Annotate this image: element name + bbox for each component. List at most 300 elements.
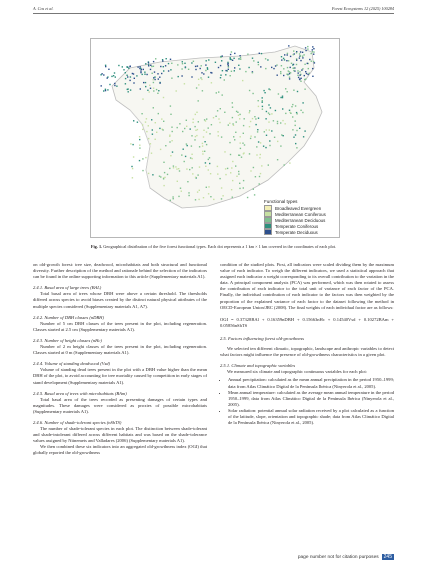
plot-dot: [265, 147, 266, 148]
plot-dot: [157, 73, 158, 74]
plot-dot: [183, 149, 184, 150]
plot-dot: [149, 85, 150, 86]
plot-dot: [252, 72, 253, 73]
plot-dot: [155, 122, 156, 123]
plot-dot: [277, 141, 278, 142]
plot-dot: [283, 75, 284, 76]
plot-dot: [282, 120, 283, 121]
plot-dot: [103, 90, 104, 91]
plot-dot: [217, 110, 218, 111]
plot-dot: [242, 80, 243, 81]
paragraph: Total basal area of trees whose DBH were above a certain threshold. The thresholds differed across species to avoid biases created by the distinct natural physical attributes of the multiple species considered (Supplementary materials A1, A7).: [33, 291, 207, 309]
subsection-heading: 2.4.6. Number of shade-tolerant species (nShTS): [33, 419, 122, 425]
plot-dot: [234, 139, 235, 140]
plot-dot: [186, 168, 187, 169]
plot-dot: [295, 120, 296, 121]
plot-dot: [221, 60, 222, 61]
plot-dot: [295, 125, 296, 126]
plot-dot: [312, 49, 313, 50]
plot-dot: [282, 108, 283, 109]
plot-dot: [312, 76, 313, 77]
plot-dot: [103, 74, 104, 75]
plot-dot: [198, 84, 199, 85]
plot-dot: [139, 160, 140, 161]
plot-dot: [269, 140, 270, 141]
plot-dot: [140, 68, 141, 69]
plot-dot: [170, 200, 171, 201]
plot-dot: [288, 45, 289, 46]
plot-dot: [133, 156, 134, 157]
plot-dot: [230, 59, 231, 60]
plot-dot: [190, 128, 191, 129]
plot-dot: [153, 88, 154, 89]
paragraph: Number of 5 cm DBH classes of the trees present in the plot, including regeneration. Classes started at 2.5 cm (Supplementary materials A1).: [33, 320, 207, 332]
plot-dot: [205, 70, 206, 71]
plot-dot: [168, 70, 169, 71]
caption-text: Geographical distribution of the five forest functional types. Each dot represents a 1 km × 1 km covered in the coordinates of each plot.: [103, 244, 337, 249]
plot-dot: [233, 58, 234, 59]
plot-dot: [295, 134, 296, 135]
plot-dot: [238, 171, 239, 172]
plot-dot: [170, 105, 171, 106]
subsection-heading: 2.5.1. Climate and topographic variables: [220, 363, 296, 369]
plot-dot: [228, 69, 229, 70]
plot-dot: [217, 173, 218, 174]
plot-dot: [203, 136, 204, 137]
plot-dot: [262, 100, 263, 101]
plot-dot: [145, 63, 146, 64]
plot-dot: [269, 114, 270, 115]
plot-dot: [268, 164, 269, 165]
plot-dot: [217, 166, 218, 167]
plot-dot: [178, 168, 179, 169]
plot-dot: [232, 60, 233, 61]
plot-dot: [170, 59, 171, 60]
plot-dot: [239, 183, 240, 184]
plot-dot: [127, 89, 128, 90]
plot-dot: [201, 65, 202, 66]
plot-dot: [225, 168, 226, 169]
plot-dot: [292, 104, 293, 105]
plot-dot: [306, 73, 307, 74]
plot-dot: [239, 68, 240, 69]
plot-dot: [257, 129, 258, 130]
plot-dot: [307, 74, 308, 75]
plot-dot: [195, 177, 196, 178]
plot-dot: [208, 127, 209, 128]
plot-dot: [133, 120, 134, 121]
plot-dot: [261, 165, 262, 166]
plot-dot: [266, 129, 267, 130]
plot-dot: [240, 148, 241, 149]
plot-dot: [169, 168, 170, 169]
page-footer: [298, 554, 394, 560]
plot-dot: [264, 92, 265, 93]
plot-dot: [151, 66, 152, 67]
plot-dot: [192, 173, 193, 174]
plot-dot: [222, 55, 223, 56]
plot-dot: [308, 68, 309, 69]
plot-dot: [201, 79, 202, 80]
plot-dot: [196, 135, 197, 136]
plot-dot: [299, 71, 300, 72]
plot-dot: [177, 127, 178, 128]
plot-dot: [234, 67, 235, 68]
plot-dot: [286, 74, 287, 75]
legend-item: [264, 229, 326, 235]
plot-dot: [225, 74, 226, 75]
plot-dot: [175, 166, 176, 167]
plot-dot: [283, 68, 284, 69]
plot-dot: [132, 177, 133, 178]
plot-dot: [128, 68, 129, 69]
plot-dot: [210, 196, 211, 197]
plot-dot: [221, 187, 222, 188]
plot-dot: [277, 123, 278, 124]
plot-dot: [140, 88, 141, 89]
plot-dot: [302, 56, 303, 57]
plot-dot: [184, 83, 185, 84]
plot-dot: [286, 60, 287, 61]
plot-dot: [290, 67, 291, 68]
plot-dot: [240, 136, 241, 137]
plot-dot: [302, 102, 303, 103]
plot-dot: [250, 138, 251, 139]
plot-dot: [161, 73, 162, 74]
plot-dot: [288, 60, 289, 61]
plot-dot: [259, 183, 260, 184]
plot-dot: [153, 90, 154, 91]
plot-dot: [307, 46, 308, 47]
plot-dot: [122, 66, 123, 67]
plot-dot: [197, 191, 198, 192]
plot-dot: [238, 173, 239, 174]
legend-label: Mediterranean Deciduous: [275, 217, 326, 223]
plot-dot: [198, 100, 199, 101]
plot-dot: [181, 191, 182, 192]
plot-dot: [269, 145, 270, 146]
plot-dot: [261, 53, 262, 54]
plot-dot: [258, 118, 259, 119]
plot-dot: [218, 91, 219, 92]
plot-dot: [312, 46, 313, 47]
plot-dot: [108, 69, 109, 70]
list-item: • Solar radiation: potential annual solar radiation received by a plot calculated as a function of the latitude, slope, orientation and topographic shade; data from Atlas Climático Digital de la Península Ibérica (Ninyerola et al., 2005).: [228, 408, 394, 426]
plot-dot: [125, 78, 126, 79]
plot-dot: [217, 131, 218, 132]
plot-dot: [262, 97, 263, 98]
plot-dot: [314, 62, 315, 63]
footer-text: page number not for citation purposes: [297, 554, 379, 560]
plot-dot: [142, 74, 143, 75]
plot-dot: [187, 181, 188, 182]
plot-dot: [132, 73, 133, 74]
plot-dot: [239, 118, 240, 119]
plot-dot: [254, 136, 255, 137]
plot-dot: [182, 63, 183, 64]
plot-dot: [132, 144, 133, 145]
paragraph: Number of 2 m height classes of the trees present in the plot, including regeneration. Classes started at 0 m (Supplementary materials A1).: [33, 344, 207, 356]
plot-dot: [154, 76, 155, 77]
plot-dot: [287, 53, 288, 54]
plot-dot: [258, 106, 259, 107]
plot-dot: [247, 197, 248, 198]
plot-dot: [264, 131, 265, 132]
paragraph: We then combined these six indicators into an aggregated old-growthness index (OGI) that globally reported the old-growthness: [33, 444, 207, 456]
plot-dot: [243, 180, 244, 181]
plot-dot: [159, 82, 160, 83]
plot-dot: [300, 110, 301, 111]
plot-dot: [170, 155, 171, 156]
plot-dot: [165, 145, 166, 146]
plot-dot: [263, 90, 264, 91]
plot-dot: [220, 65, 221, 66]
plot-dot: [184, 128, 185, 129]
plot-dot: [202, 151, 203, 152]
plot-dot: [300, 51, 301, 52]
plot-dot: [230, 154, 231, 155]
plot-dot: [114, 83, 115, 84]
plot-dot: [195, 199, 196, 200]
plot-dot: [213, 199, 214, 200]
plot-dot: [237, 112, 238, 113]
plot-dot: [191, 145, 192, 146]
plot-dot: [139, 139, 140, 140]
plot-dot: [227, 168, 228, 169]
subsection-heading: 2.4.5. Basal area of trees with microhabitats (BAm): [33, 390, 127, 396]
paragraph: We selected ten different climatic, topographic, landscape and anthropic variables to detect what factors might influence the presence of old-growthness characteristics in a given plot.: [220, 346, 394, 358]
plot-dot: [290, 113, 291, 114]
plot-dot: [211, 124, 212, 125]
subsection-heading: 2.4.4. Volume of standing deadwood (Vsd): [33, 361, 111, 367]
plot-dot: [184, 63, 185, 64]
plot-dot: [152, 73, 153, 74]
plot-dot: [144, 72, 145, 73]
plot-dot: [146, 118, 147, 119]
plot-dot: [201, 72, 202, 73]
plot-dot: [166, 58, 167, 59]
plot-dot: [224, 79, 225, 80]
plot-dot: [172, 196, 173, 197]
plot-dot: [109, 84, 110, 85]
plot-dot: [202, 145, 203, 146]
plot-dot: [218, 135, 219, 136]
plot-dot: [259, 157, 260, 158]
plot-dot: [291, 106, 292, 107]
plot-dot: [206, 187, 207, 188]
plot-dot: [256, 146, 257, 147]
plot-dot: [193, 119, 194, 120]
plot-dot: [313, 48, 314, 49]
plot-dot: [146, 74, 147, 75]
plot-dot: [161, 118, 162, 119]
plot-dot: [291, 63, 292, 64]
plot-dot: [142, 129, 143, 130]
plot-dot: [287, 91, 288, 92]
plot-dot: [208, 169, 209, 170]
plot-dot: [162, 60, 163, 61]
plot-dot: [142, 124, 143, 125]
ogi-formula: OGI = 0.37328BAl + 0.16359nDBH + 0.15663nHc + 0.14540Vsd + 0.10272BAm + 0.05856nShTS: [220, 316, 394, 328]
plot-dot: [139, 147, 140, 148]
plot-dot: [189, 169, 190, 170]
plot-dot: [230, 172, 231, 173]
plot-dot: [177, 64, 178, 65]
plot-dot: [115, 76, 116, 77]
plot-dot: [283, 58, 284, 59]
plot-dot: [305, 47, 306, 48]
plot-dot: [232, 180, 233, 181]
plot-dot: [304, 89, 305, 90]
plot-dot: [163, 178, 164, 179]
paragraph: The number of shade-tolerant species in each plot. The distinction between shade-tolerant and shade-intolerant differed across different habitats and was based on the shade-tolerance values assigned by Niinemets and Valladares (2006) (Supplementary materials A1).: [33, 426, 207, 444]
plot-dot: [253, 60, 254, 61]
plot-dot: [105, 66, 106, 67]
plot-dot: [210, 72, 211, 73]
plot-dot: [253, 189, 254, 190]
plot-dot: [188, 69, 189, 70]
plot-dot: [156, 89, 157, 90]
plot-dot: [202, 153, 203, 154]
plot-dot: [173, 165, 174, 166]
paragraph: on old-growth forest: tree size, deadwood, microhabitats and both structural and functional diversity. Further description of the method and rationale behind the selection of the indicators can be found in the online supporting information to this article (Supplementary materials A1).: [33, 262, 207, 280]
plot-dot: [111, 76, 112, 77]
plot-dot: [140, 70, 141, 71]
plot-dot: [254, 116, 255, 117]
plot-dot: [254, 194, 255, 195]
plot-dot: [259, 53, 260, 54]
plot-dot: [173, 198, 174, 199]
plot-dot: [235, 132, 236, 133]
plot-dot: [296, 113, 297, 114]
plot-dot: [250, 170, 251, 171]
plot-dot: [293, 90, 294, 91]
plot-dot: [199, 146, 200, 147]
plot-dot: [241, 157, 242, 158]
plot-dot: [289, 77, 290, 78]
plot-dot: [266, 111, 267, 112]
plot-dot: [209, 133, 210, 134]
plot-dot: [145, 157, 146, 158]
plot-dot: [231, 51, 232, 52]
plot-dot: [231, 189, 232, 190]
plot-dot: [149, 91, 150, 92]
plot-dot: [296, 58, 297, 59]
plot-dot: [302, 68, 303, 69]
plot-dot: [126, 75, 127, 76]
plot-dot: [154, 71, 155, 72]
plot-dot: [179, 170, 180, 171]
plot-dot: [296, 60, 297, 61]
plot-dot: [295, 143, 296, 144]
plot-dot: [262, 102, 263, 103]
variable-list: [220, 377, 394, 426]
plot-dot: [178, 196, 179, 197]
plot-dot: [280, 73, 281, 74]
plot-dot: [143, 69, 144, 70]
plot-dot: [213, 117, 214, 118]
plot-dot: [208, 159, 209, 160]
plot-dot: [139, 145, 140, 146]
plot-dot: [142, 170, 143, 171]
plot-dot: [101, 85, 102, 86]
plot-dot: [118, 65, 119, 66]
plot-dot: [209, 157, 210, 158]
plot-dot: [162, 59, 163, 60]
plot-dot: [256, 154, 257, 155]
plot-dot: [165, 65, 166, 66]
plot-dot: [273, 68, 274, 69]
caption-label: Fig. 1.: [90, 244, 103, 249]
legend-label: Temperate Coniferous: [275, 223, 319, 229]
plot-dot: [179, 123, 180, 124]
plot-dot: [192, 158, 193, 159]
plot-dot: [173, 167, 174, 168]
plot-dot: [249, 110, 250, 111]
plot-dot: [207, 67, 208, 68]
plot-dot: [239, 55, 240, 56]
plot-dot: [153, 107, 154, 108]
plot-dot: [107, 89, 108, 90]
plot-dot: [146, 131, 147, 132]
plot-dot: [204, 141, 205, 142]
plot-dot: [134, 78, 135, 79]
plot-dot: [158, 113, 159, 114]
plot-dot: [231, 167, 232, 168]
plot-dot: [188, 195, 189, 196]
plot-dot: [153, 61, 154, 62]
plot-dot: [281, 134, 282, 135]
plot-dot: [309, 73, 310, 74]
plot-dot: [220, 77, 221, 78]
plot-dot: [262, 109, 263, 110]
plot-dot: [180, 188, 181, 189]
plot-dot: [168, 63, 169, 64]
plot-dot: [281, 56, 282, 57]
plot-dot: [285, 113, 286, 114]
plot-dot: [171, 127, 172, 128]
plot-dot: [229, 142, 230, 143]
plot-dot: [249, 153, 250, 154]
plot-dot: [171, 78, 172, 79]
plot-dot: [282, 97, 283, 98]
plot-dot: [297, 91, 298, 92]
plot-dot: [163, 66, 164, 67]
plot-dot: [275, 110, 276, 111]
plot-dot: [307, 48, 308, 49]
plot-dot: [299, 75, 300, 76]
plot-dot: [236, 176, 237, 177]
plot-dot: [222, 195, 223, 196]
plot-dot: [299, 128, 300, 129]
plot-dot: [151, 119, 152, 120]
legend-label: Mediterranean Coniferous: [275, 211, 326, 217]
plot-dot: [208, 186, 209, 187]
plot-dot: [216, 92, 217, 93]
plot-dot: [235, 165, 236, 166]
plot-dot: [163, 162, 164, 163]
plot-dot: [299, 57, 300, 58]
plot-dot: [199, 190, 200, 191]
plot-dot: [287, 54, 288, 55]
plot-dot: [268, 104, 269, 105]
plot-dot: [250, 121, 251, 122]
plot-dot: [297, 75, 298, 76]
plot-dot: [228, 65, 229, 66]
paragraph: condition of the studied plots. First, all indicators were scaled dividing them by the maximum value of each indicator. To weigh the different indicators, we used a statistical approach that assigned each indicator a weight corresponding to its overall contribution to the variation in the data. A principal component analysis (PCA) was performed, which was then rotated to assess the contribution of each indicator to the total unit of variance of each factor of the PCA. Finally, the individual contribution of each indicator to the factors was then weighted by the proportion of the explained variance of each factor to the dataset following the method in OECD-European Union/JRC (2008). The final weights of each individual factor are as follows:: [220, 262, 394, 310]
plot-dot: [137, 122, 138, 123]
plot-dot: [203, 73, 204, 74]
